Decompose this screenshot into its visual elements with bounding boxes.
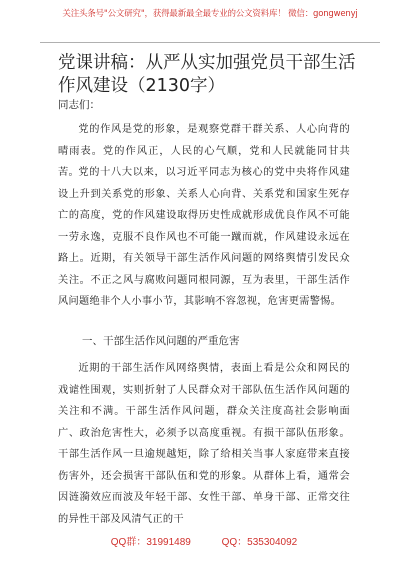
header-promo-text: 关注头条号"公文研究"，获得最新最全最专业的公文资料库！ 微信：gongwenyj xyxy=(62,9,358,19)
greeting: 同志们： xyxy=(58,99,100,111)
body-paragraph-2: 党的十八大以来，以习近平同志为核心的党中央将作风建设上升到关系党的形象、关系人心向背、关系党和国家生死存亡的高度，党的作风建设取得历史性成就形成优良作风不可能一劳永逸，克服不良作风也不可能一蹴而就，作风建设永远在路上。近期，有关领导干部生活作风问题的网络舆情引发民众关注。不正之风与腐败问题同根同源，互为表里，干部生活作风问题绝非个人小事小节，其影响不容忽视，危害更需警惕。 xyxy=(58,167,350,307)
body-paragraph-3: 近期的干部生活作风网络舆情，表面上看是公众和网民的戏谑性围观，实则折射了人民群众对干部队伍生活作风问题的关注和不满。干部生活作风问题，群众关注度高社会影响面广、政治危害性大，必须予以高度重视。有损干部队伍形象。干部生活作风一旦逾规越矩，除了给相关当事人家庭带来直接伤害外，还会损害干部队伍和党的形象。从群体上看，通常会因涟漪效应而波及年轻干部、女性干部、单身干部、正常交往的异性干部及风清气正的干 xyxy=(58,363,350,525)
footer-qq: QQ：535304092 xyxy=(221,537,298,548)
section-heading: 一、干部生活作风问题的严重危害 xyxy=(82,335,240,347)
document-title: 党课讲稿：从严从实加强党员干部生活作风建设（2130字） xyxy=(58,53,356,96)
page-header xyxy=(40,6,380,43)
page-footer xyxy=(0,533,408,548)
footer-qq-group: QQ群：31991489 xyxy=(110,537,191,548)
body-paragraph-1: 党的作风是党的形象，是观察党群干群关系、人心向背的晴雨表。党的作风正，人民的心气顺，党和人民就能同甘共苦。 xyxy=(58,124,350,178)
